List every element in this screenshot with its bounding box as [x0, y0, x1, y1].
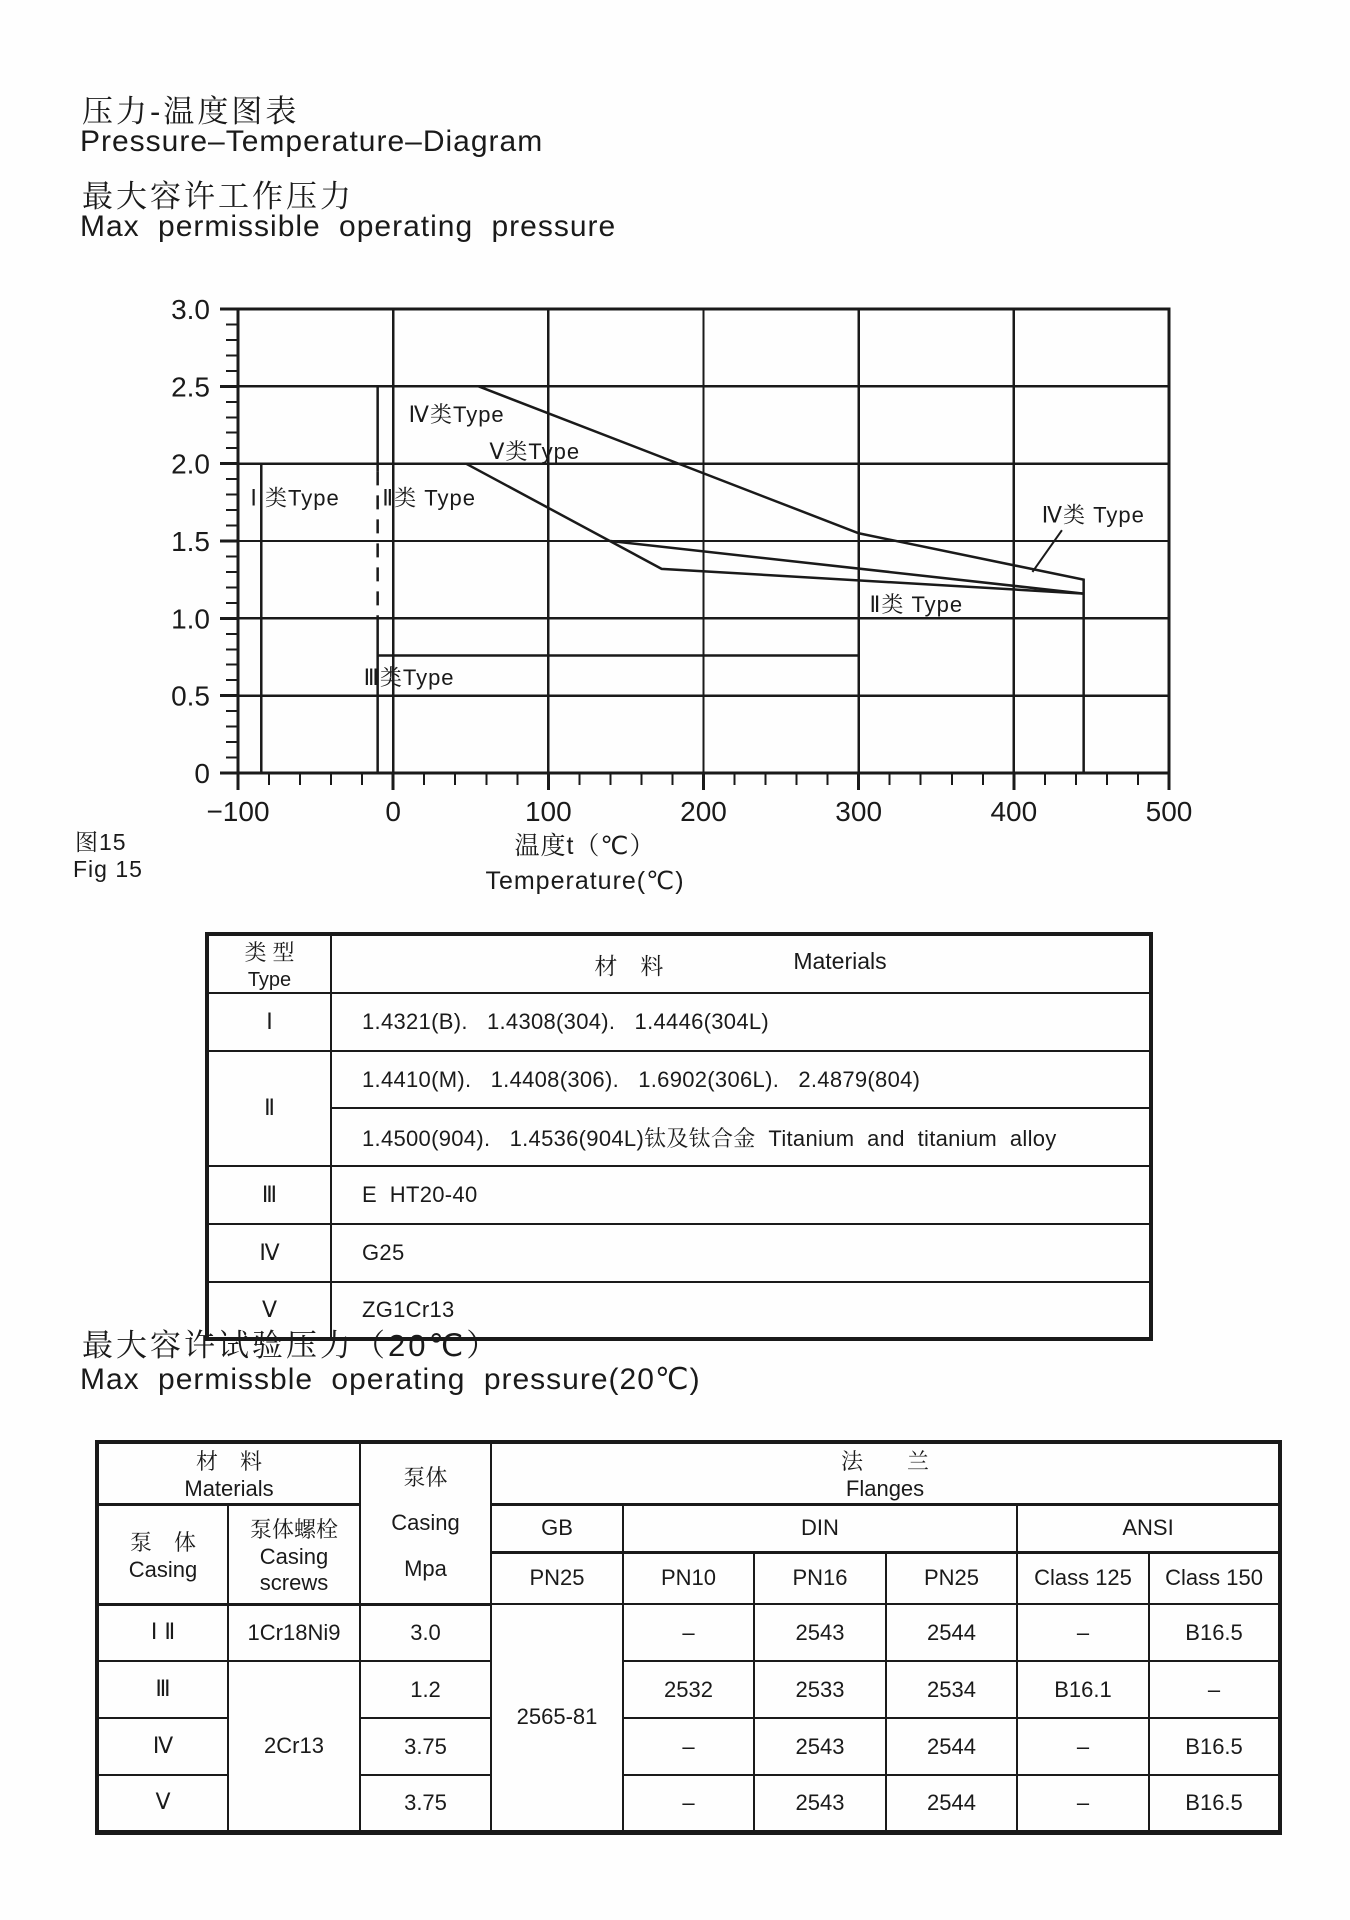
- page-title-en: Pressure–Temperature–Diagram: [80, 125, 544, 158]
- x-tick-label: 500: [1145, 796, 1193, 827]
- class150-cell: B16.5: [1149, 1718, 1280, 1775]
- curve-label: Ⅳ类 Type: [1041, 502, 1145, 528]
- class150-cell: B16.5: [1149, 1604, 1280, 1661]
- page-subtitle-en: Max permissible operating pressure: [80, 210, 617, 243]
- pn25-cell: 2544: [886, 1604, 1017, 1661]
- flanges-table: [95, 1440, 1282, 1835]
- curve-label: Ⅴ类Type: [489, 439, 581, 465]
- mpa-cell: 1.2: [360, 1661, 491, 1718]
- curve-label: Ⅰ 类Type: [250, 485, 340, 511]
- materials-header-type: [207, 934, 331, 993]
- pn10-cell: –: [623, 1604, 754, 1661]
- class150-cell: –: [1149, 1661, 1280, 1718]
- casing-type-cell: Ⅲ: [97, 1661, 228, 1718]
- casing-type-cell: Ⅴ: [97, 1775, 228, 1832]
- flanges-header-casing: [97, 1504, 228, 1604]
- pn16-cell: 2533: [754, 1661, 886, 1718]
- pn10-cell: –: [623, 1775, 754, 1832]
- y-tick-label: 2.5: [171, 371, 210, 403]
- type-cell: Ⅳ: [207, 1224, 331, 1282]
- curve-label: Ⅳ类Type: [408, 401, 505, 427]
- casing-header-en: Casing: [128, 1556, 198, 1582]
- pn16-cell: 2543: [754, 1775, 886, 1832]
- y-tick-label: 3.0: [171, 294, 210, 325]
- gb-standard-cell: 2565-81: [491, 1604, 623, 1832]
- x-tick-label: 0: [385, 796, 401, 827]
- mpa-cell: 3.75: [360, 1718, 491, 1775]
- screws-header-cn: 泵体螺栓: [249, 1516, 338, 1542]
- curve-type-V-ZG1Cr13: [466, 464, 1084, 594]
- pn10-cell: 2532: [623, 1661, 754, 1718]
- curve-label: Ⅲ类Type: [363, 664, 455, 690]
- figure-caption-en: Fig 15: [73, 856, 143, 882]
- x-tick-label: 200: [680, 796, 727, 827]
- page-title-cn: 压力-温度图表: [82, 94, 300, 129]
- type-header-cn: 类 型: [244, 940, 295, 965]
- flanges-subheader: Class 125: [1017, 1552, 1149, 1604]
- flanges-group-en: Flanges: [845, 1475, 925, 1501]
- y-tick-label: 1.0: [171, 603, 210, 635]
- x-tick-label: 300: [835, 796, 883, 827]
- materials-header-materials: [331, 934, 1151, 993]
- type-cell: Ⅲ: [207, 1166, 331, 1224]
- flanges-header-ansi: ANSI: [1017, 1504, 1280, 1552]
- y-tick-label: 1.5: [171, 526, 210, 557]
- class125-cell: –: [1017, 1718, 1149, 1775]
- flanges-header-gb: GB: [491, 1504, 623, 1552]
- screws-header-en2: screws: [259, 1569, 329, 1595]
- screws-cell: 1Cr18Ni9: [228, 1604, 360, 1661]
- y-tick-label: 0.5: [171, 680, 210, 712]
- screws-header-en1: Casing: [259, 1543, 329, 1569]
- flanges-header-flanges: [491, 1442, 1280, 1504]
- x-axis-title-cn: 温度t（℃）: [514, 832, 656, 860]
- flanges-materials-cn: 材 料: [195, 1448, 262, 1474]
- type-cell: Ⅰ: [207, 993, 331, 1051]
- class125-cell: –: [1017, 1604, 1149, 1661]
- pn16-cell: 2543: [754, 1718, 886, 1775]
- flanges-header-casing-mpa: [360, 1442, 491, 1604]
- flanges-subheader: PN10: [623, 1552, 754, 1604]
- casing-header-cn: 泵 体: [129, 1529, 196, 1555]
- class125-cell: B16.1: [1017, 1661, 1149, 1718]
- pressure-temperature-chart: [0, 240, 1350, 900]
- flanges-materials-en: Materials: [184, 1475, 274, 1501]
- x-axis-title-en: Temperature(℃): [485, 867, 685, 895]
- casing-type-cell: Ⅳ: [97, 1718, 228, 1775]
- figure-caption-cn: 图15: [75, 829, 127, 855]
- materials-header-cn: 材 料: [594, 952, 664, 979]
- x-tick-label: 100: [524, 796, 572, 827]
- x-tick-label: −100: [206, 796, 270, 827]
- materials-cell: ZG1Cr13: [331, 1282, 1151, 1339]
- screws-cell: 2Cr13: [228, 1661, 360, 1832]
- flanges-subheader: PN25: [886, 1552, 1017, 1604]
- materials-cell: G25: [331, 1224, 1151, 1282]
- class125-cell: –: [1017, 1775, 1149, 1832]
- pn16-cell: 2543: [754, 1604, 886, 1661]
- materials-cell: 1.4500(904). 1.4536(904L)钛及钛合金 Titanium and titanium alloy: [331, 1108, 1151, 1166]
- y-tick-label: 0: [194, 758, 210, 789]
- flanges-row: [97, 1661, 1280, 1718]
- y-tick-label: 2.0: [171, 448, 210, 480]
- flanges-subheader: PN25: [491, 1552, 623, 1604]
- class150-cell: B16.5: [1149, 1775, 1280, 1832]
- casing-mpa-unit: Mpa: [404, 1555, 447, 1581]
- materials-header-en: Materials: [793, 947, 887, 974]
- materials-cell: 1.4321(B). 1.4308(304). 1.4446(304L): [331, 993, 1151, 1051]
- flanges-row: [97, 1604, 1280, 1661]
- mpa-cell: 3.75: [360, 1775, 491, 1832]
- mpa-cell: 3.0: [360, 1604, 491, 1661]
- page-subtitle-cn: 最大容许工作压力: [82, 179, 354, 214]
- flanges-header-materials: [97, 1442, 360, 1504]
- curve-label: Ⅱ类 Type: [869, 592, 964, 618]
- curve-label: Ⅱ类 Type: [382, 485, 476, 511]
- curve-type-II-stainless: [610, 541, 1083, 594]
- flanges-subheader: PN16: [754, 1552, 886, 1604]
- type-cell: Ⅴ: [207, 1282, 331, 1339]
- materials-cell: E HT20-40: [331, 1166, 1151, 1224]
- casing-mpa-cn: 泵体: [403, 1464, 448, 1490]
- x-tick-label: 400: [990, 796, 1038, 827]
- pn25-cell: 2544: [886, 1718, 1017, 1775]
- flanges-group-cn: 法 兰: [841, 1448, 930, 1474]
- section2-title-cn: 最大容许试验压力（20℃）: [82, 1328, 501, 1363]
- casing-mpa-en: Casing: [391, 1510, 460, 1536]
- materials-table: [205, 932, 1153, 1341]
- flanges-subheader: Class 150: [1149, 1552, 1280, 1604]
- label-leader-line: [1032, 530, 1061, 572]
- flanges-header-din: DIN: [623, 1504, 1017, 1552]
- type-header-en: Type: [247, 969, 292, 991]
- pn25-cell: 2534: [886, 1661, 1017, 1718]
- pn10-cell: –: [623, 1718, 754, 1775]
- pn25-cell: 2544: [886, 1775, 1017, 1832]
- section2-title-en: Max permissble operating pressure(20℃): [80, 1363, 701, 1396]
- flanges-header-screws: [228, 1504, 360, 1604]
- casing-type-cell: Ⅰ Ⅱ: [97, 1604, 228, 1661]
- materials-cell: 1.4410(M). 1.4408(306). 1.6902(306L). 2.4879(804): [331, 1051, 1151, 1108]
- type-cell: Ⅱ: [207, 1051, 331, 1166]
